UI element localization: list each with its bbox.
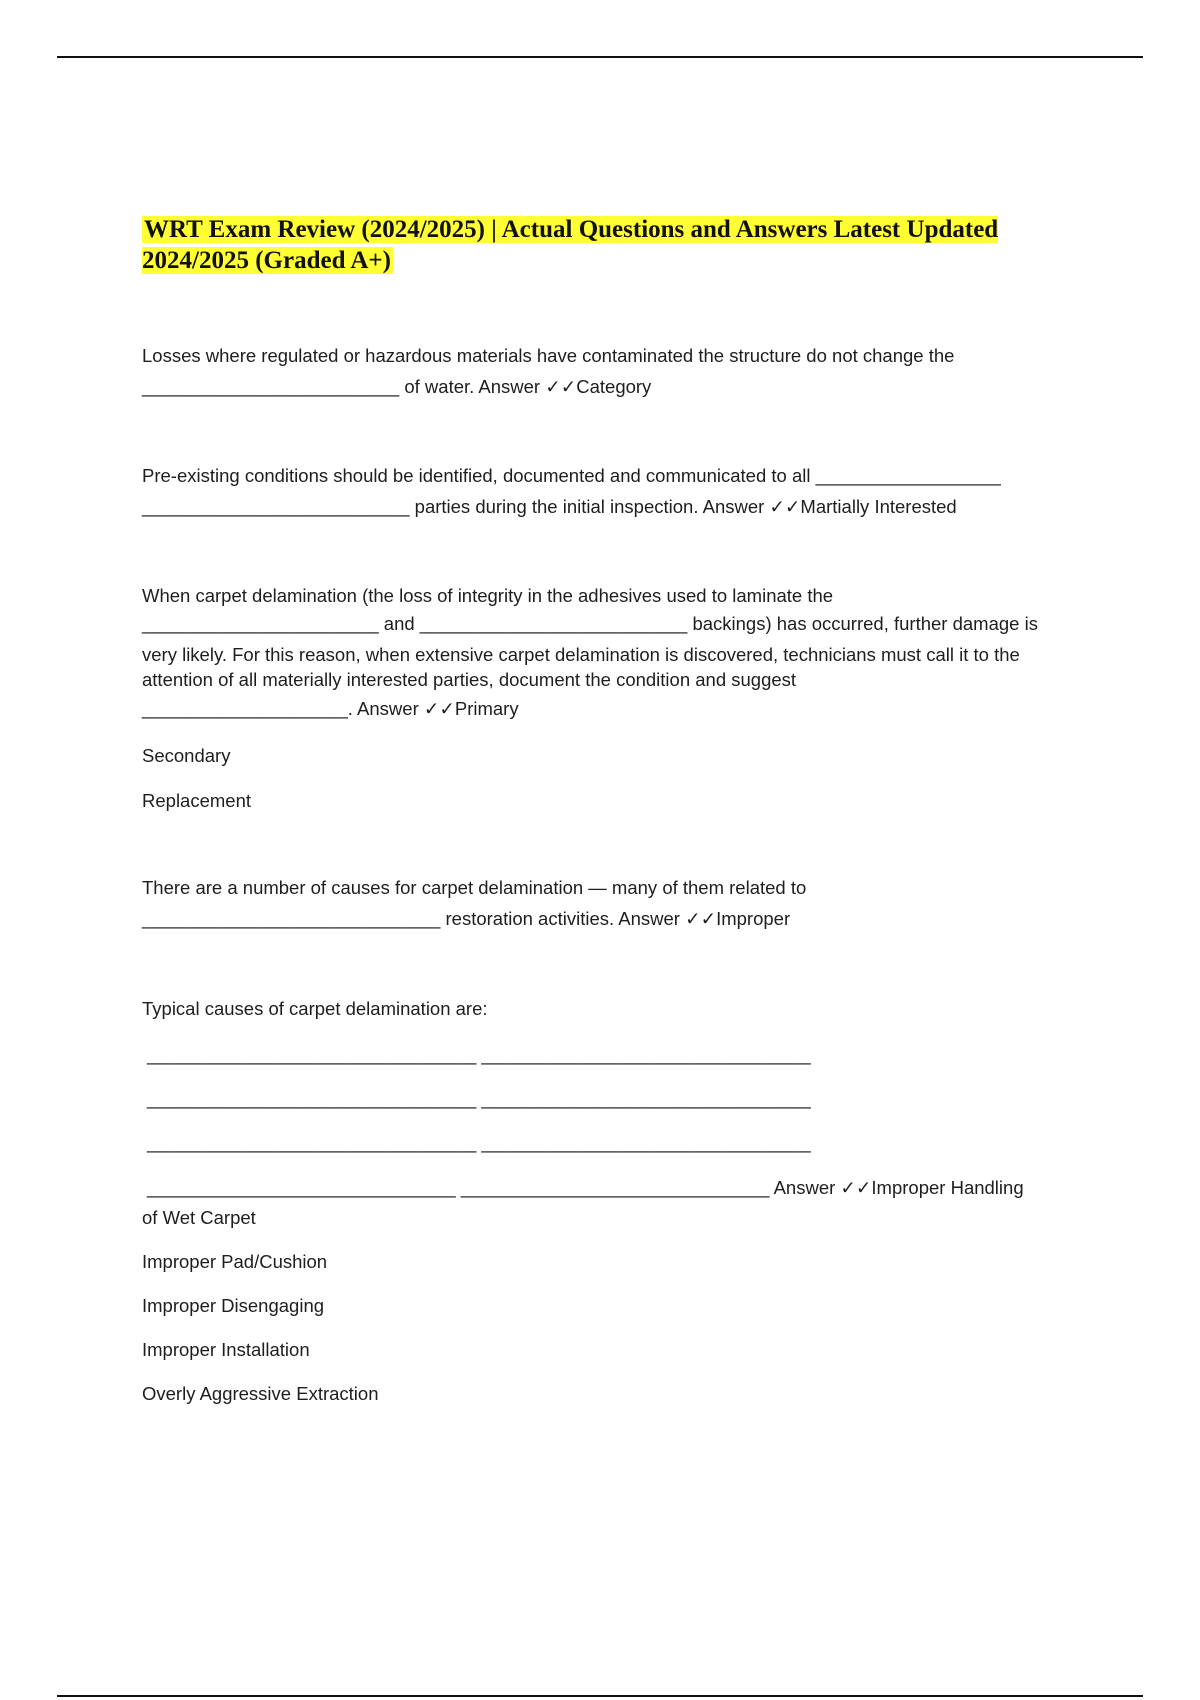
question-5-blank-2: ________________________________ ________________________________: [147, 1088, 811, 1109]
question-4-line-2: _____________________________ restoration activities. Answer ✓✓Improper: [142, 908, 791, 929]
question-2: [142, 460, 1062, 522]
document-title: [142, 214, 1042, 276]
question-3-line-1: When carpet delamination (the loss of integrity in the adhesives used to laminate the: [142, 585, 834, 606]
question-5-answer-4: Improper Installation: [142, 1339, 310, 1360]
question-5-blank-1: ________________________________ ________________________________: [147, 1044, 811, 1065]
question-4: [142, 872, 1062, 934]
question-3-line-2: _______________________ and __________________________ backings) has occurred, further damage is: [142, 613, 1038, 634]
question-5-answer-2: Improper Pad/Cushion: [142, 1251, 328, 1272]
top-rule: [57, 56, 1143, 58]
question-5-answer-1-continued: of Wet Carpet: [142, 1207, 256, 1228]
question-1: [142, 340, 1062, 402]
question-3-answer-2: Secondary: [142, 745, 231, 766]
question-5-blank-4: ______________________________ ______________________________ Answer ✓✓Improper Handling: [147, 1177, 1024, 1198]
question-5-intro: Typical causes of carpet delamination are:: [142, 998, 488, 1019]
question-1-line-2: _________________________ of water. Answer ✓✓Category: [142, 376, 652, 397]
question-5-blank-3: ________________________________ ________________________________: [147, 1132, 811, 1153]
question-3-answer-3: Replacement: [142, 790, 252, 811]
question-2-line-1: Pre-existing conditions should be identified, documented and communicated to all __________________: [142, 465, 1001, 486]
question-5-answer-3: Improper Disengaging: [142, 1295, 325, 1316]
question-1-line-1: Losses where regulated or hazardous materials have contaminated the structure do not change the: [142, 345, 955, 366]
question-3-line-4: ____________________. Answer ✓✓Primary: [142, 698, 519, 719]
question-3: [142, 582, 1062, 726]
question-3-line-3: very likely. For this reason, when extensive carpet delamination is discovered, technicians must call it to the attention of all materially interested parties, document the condition and suggest: [142, 644, 1020, 690]
question-4-line-1: There are a number of causes for carpet delamination — many of them related to: [142, 877, 807, 898]
question-2-line-2: __________________________ parties during the initial inspection. Answer ✓✓Martially Interested: [142, 496, 957, 517]
bottom-rule: [57, 1695, 1143, 1697]
title-highlight: WRT Exam Review (2024/2025) | Actual Questions and Answers Latest Updated 2024/2025 (Graded A+): [142, 216, 999, 274]
question-5-answer-5: Overly Aggressive Extraction: [142, 1383, 379, 1404]
